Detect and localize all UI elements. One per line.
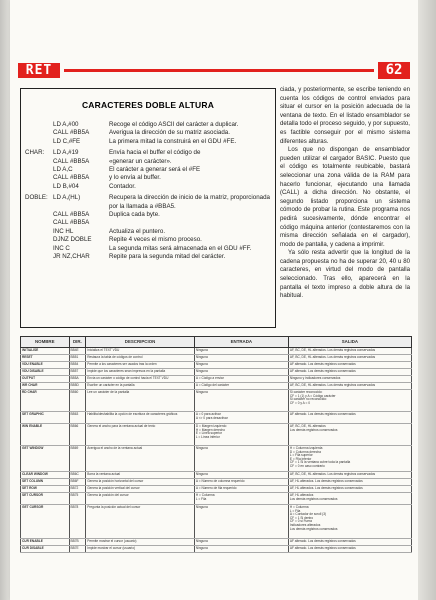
routine-description: Borra la ventana actual bbox=[86, 472, 195, 479]
next-page-edge bbox=[418, 0, 436, 600]
routine-output: AF alterado. Los demás registros conservados bbox=[288, 412, 411, 424]
code-line bbox=[25, 138, 273, 146]
routine-name: CLEAR WINDOW bbox=[21, 472, 70, 479]
routine-input: Ninguna bbox=[194, 355, 288, 362]
ret-logo: RET bbox=[18, 63, 60, 78]
routine-description: Envía un carácter o código de control hacia el TEXT VDU bbox=[86, 376, 195, 383]
code-comment: Averigua la dirección de su matriz asociada. bbox=[109, 129, 230, 137]
routine-description: Inicializa el TEXT VDU bbox=[86, 348, 195, 355]
routine-name: WR CHAR bbox=[21, 383, 70, 390]
paragraph: ciada, y posteriormente, se escribe teniendo en cuenta los códigos de control enviados para situar el cursor en la posición adecuada de la ventana de texto. En el listado ensamblador se detalla todo el proceso seguido, y por supuesto, es factible conseguir por el mismo sistema diferentes alturas. bbox=[280, 86, 410, 145]
code-instruction: LD A,#19 bbox=[53, 149, 79, 157]
routine-name: CUR ENABLE bbox=[21, 539, 70, 546]
article-text bbox=[280, 86, 410, 301]
code-comment: Recoge el código ASCII del carácter a duplicar. bbox=[109, 121, 239, 128]
table-row bbox=[21, 348, 412, 355]
routine-description: Genera la posición vertical del cursor bbox=[86, 486, 195, 493]
code-line bbox=[25, 183, 273, 191]
routine-input: H = Columna L = Fila bbox=[194, 493, 288, 505]
table-row bbox=[21, 412, 412, 424]
routine-output: Si carácter reconocido: CF = 1 (1) y A = Código carácter Si carácter no reconocido: CF = 0 y A = 0 bbox=[288, 390, 411, 412]
code-label: CHAR: bbox=[25, 149, 45, 157]
code-comment: Repite 4 veces el mismo proceso. bbox=[109, 236, 202, 244]
routine-description: Permite mostrar el cursor (usuario) bbox=[86, 539, 195, 546]
routine-output: AF alterado. Los demás registros conservados bbox=[288, 539, 411, 546]
routine-input: Ninguna bbox=[194, 539, 288, 546]
code-listing-box bbox=[20, 88, 276, 328]
code-line bbox=[25, 236, 273, 244]
table-row bbox=[21, 479, 412, 486]
col-descripcion: DESCRIPCION bbox=[86, 337, 195, 348]
routine-description: Genera la posición horizontal del cursor bbox=[86, 479, 195, 486]
code-line bbox=[25, 158, 273, 166]
routine-name: RESET bbox=[21, 355, 70, 362]
routine-description: Permite a los caracteres ser usados tras la orden bbox=[86, 362, 195, 369]
routine-output: AF alterado. Los demás registros conservados bbox=[288, 362, 411, 369]
code-comment bbox=[109, 219, 273, 227]
routine-description: Habilita/deshabilita la opción de escritura de caracteres gráficos bbox=[86, 412, 195, 424]
code-label bbox=[25, 129, 53, 137]
routine-name: GET CURSOR bbox=[21, 505, 70, 539]
routine-address: BB57 bbox=[69, 369, 86, 376]
code-comment: Actualiza el puntero. bbox=[109, 227, 166, 235]
code-line bbox=[25, 219, 273, 227]
code-comment: La segunda mitas será almacenada en el GDU #FF. bbox=[109, 244, 252, 252]
assembly-listing bbox=[25, 121, 273, 262]
routine-description: Averigua el ancho de la ventana actual bbox=[86, 446, 195, 472]
routine-description: Genera la posición del cursor bbox=[86, 493, 195, 505]
code-line bbox=[25, 245, 273, 253]
routine-description: Lee un carácter de la pantalla bbox=[86, 390, 195, 412]
routine-name: CUR DISABLE bbox=[21, 546, 70, 553]
code-label bbox=[25, 158, 53, 166]
code-line bbox=[25, 228, 273, 236]
table-row bbox=[21, 505, 412, 539]
routine-address: BB60 bbox=[69, 390, 86, 412]
routine-name: SET COLUMN bbox=[21, 479, 70, 486]
code-label bbox=[25, 138, 53, 146]
col-dir: DIR. bbox=[69, 337, 86, 348]
code-line bbox=[25, 174, 273, 182]
code-comment: Envía hacia el buffer el código de bbox=[109, 149, 201, 157]
page-number: 62 bbox=[378, 62, 410, 79]
code-line bbox=[25, 121, 273, 129]
page-header bbox=[18, 62, 410, 80]
routine-address: BB63 bbox=[69, 412, 86, 424]
code-label bbox=[25, 121, 53, 129]
code-line bbox=[25, 253, 273, 261]
code-label bbox=[25, 219, 53, 227]
routine-output: H = Columna izquierda D = Columna derecha L = Fila superior E = Fila inferior CF = 1 Si la ventana cubre toda la pantalla CF = 0 en caso contrario bbox=[288, 446, 411, 472]
routine-input: Ninguna bbox=[194, 390, 288, 412]
routine-output: AF, BC, DE, HL alterados. Los demás registros conservados bbox=[288, 383, 411, 390]
code-instruction: CALL #BB5A bbox=[53, 174, 90, 182]
code-line bbox=[25, 129, 273, 137]
table-row bbox=[21, 369, 412, 376]
code-comment: Duplica cada byte. bbox=[109, 211, 160, 219]
code-label bbox=[25, 253, 53, 261]
routine-output: AF, BC, DE, HL alterados. Los demás registros conservados bbox=[288, 472, 411, 479]
routine-output: AF, HL alterados. Los demás registros conservados bbox=[288, 479, 411, 486]
routine-address: BB7B bbox=[69, 539, 86, 546]
routine-address: BB5D bbox=[69, 383, 86, 390]
table-row bbox=[21, 493, 412, 505]
code-instruction: LD A,(HL) bbox=[53, 194, 81, 202]
routine-input: D = Margen izquierdo H = Margen derecho E = Línea superior L = Línea inferior bbox=[194, 424, 288, 446]
routine-name: SET ROW bbox=[21, 486, 70, 493]
routine-description: Escribe un carácter en la pantalla bbox=[86, 383, 195, 390]
code-label bbox=[25, 245, 53, 253]
table-row bbox=[21, 355, 412, 362]
code-label bbox=[25, 166, 53, 174]
routine-address: BB4E bbox=[69, 348, 86, 355]
routine-address: BB5A bbox=[69, 376, 86, 383]
code-line bbox=[25, 194, 273, 211]
code-label bbox=[25, 183, 53, 191]
code-comment: Repite para la segunda mitad del carácter. bbox=[109, 253, 226, 261]
code-instruction: CALL #BB5A bbox=[53, 211, 90, 219]
code-comment: Contador. bbox=[109, 182, 136, 190]
code-line bbox=[25, 211, 273, 219]
col-salida: SALIDA bbox=[288, 337, 411, 348]
code-instruction: CALL #BB5A bbox=[53, 129, 90, 137]
code-instruction: CALL #BB5A bbox=[53, 219, 90, 227]
code-line bbox=[25, 166, 273, 174]
routine-name: RD CHAR bbox=[21, 390, 70, 412]
routine-description: Restaura la tabla de códigos de control bbox=[86, 355, 195, 362]
code-instruction: INC HL bbox=[53, 227, 74, 235]
routine-address: BB6C bbox=[69, 472, 86, 479]
routine-output: Ninguno y indicadores conservados bbox=[288, 376, 411, 383]
routine-input: Ninguna bbox=[194, 546, 288, 553]
routine-output: H = Columna L = Fila A = Contador de scroll (3) CF = 1 Si dentro CF = 0 si Fuera Indicadores alterados Los demás registros conservados bbox=[288, 505, 411, 539]
routine-address: BB78 bbox=[69, 505, 86, 539]
code-instruction: CALL #BB5A bbox=[53, 157, 90, 165]
col-nombre: NOMBRE bbox=[21, 337, 70, 348]
table-row bbox=[21, 424, 412, 446]
routine-output: AF, HL alterados. Los demás registros conservados bbox=[288, 486, 411, 493]
code-comment: Recupera la dirección de inicio de la matriz, proporcionada por la llamada a #BBA5. bbox=[109, 194, 270, 210]
routine-name: GET WINDOW bbox=[21, 446, 70, 472]
paragraph: Ya sólo resta advertir que la longitud de la cadena propuesta no ha de superar 20, 40 u 80 caracteres, en virtud del modo de pantalla seleccionado. Tras ello, aparecerá en la pantalla el texto impreso a doble altura de la habitual. bbox=[280, 249, 410, 300]
code-instruction: JR NZ,CHAR bbox=[53, 253, 90, 261]
code-instruction: INC C bbox=[53, 244, 70, 252]
routine-input: Ninguna bbox=[194, 505, 288, 539]
routine-name: OUTPUT bbox=[21, 376, 70, 383]
header-rule bbox=[64, 69, 374, 72]
code-label bbox=[25, 228, 53, 236]
routine-output: AF, BC, DE, HL alterados Los demás registros conservados bbox=[288, 424, 411, 446]
code-label: DOBLE: bbox=[25, 194, 48, 202]
code-comment: El carácter a generar será el #FE bbox=[109, 166, 201, 174]
code-label bbox=[25, 236, 53, 244]
routine-output: AF alterado. Los demás registros conservados bbox=[288, 369, 411, 376]
code-instruction: LD A,#00 bbox=[53, 121, 79, 128]
routine-output: AF, HL alterados Los demás registros conservados bbox=[288, 493, 411, 505]
table-row bbox=[21, 362, 412, 369]
routine-input: Ninguna bbox=[194, 369, 288, 376]
table-row bbox=[21, 383, 412, 390]
routine-address: BB51 bbox=[69, 355, 86, 362]
routine-address: BB66 bbox=[69, 424, 86, 446]
listing-title: CARACTERES DOBLE ALTURA bbox=[81, 100, 215, 110]
code-comment: «generar un carácter». bbox=[109, 157, 172, 165]
code-instruction: LD C,#FE bbox=[53, 137, 81, 145]
routine-description: Genera el ancho para la ventana actual de texto bbox=[86, 424, 195, 446]
routine-name: VDU DISABLE bbox=[21, 369, 70, 376]
routine-address: BB72 bbox=[69, 486, 86, 493]
table-row bbox=[21, 376, 412, 383]
table-row bbox=[21, 390, 412, 412]
code-line bbox=[25, 149, 273, 157]
routine-name: INITIALISE bbox=[21, 348, 70, 355]
table-header-row bbox=[21, 337, 412, 348]
table-row bbox=[21, 472, 412, 479]
routine-address: BB75 bbox=[69, 493, 86, 505]
magazine-page bbox=[10, 0, 418, 600]
routine-description: Impide mostrar el cursor (usuario) bbox=[86, 546, 195, 553]
routine-input: A = Código a enviar bbox=[194, 376, 288, 383]
routine-input: Ninguna bbox=[194, 472, 288, 479]
routine-input: A = Número de fila requerido bbox=[194, 486, 288, 493]
routine-name: SET GRAPHIC bbox=[21, 412, 70, 424]
routine-input: Ninguna bbox=[194, 446, 288, 472]
code-comment: La primera mitad la construirá en el GDU #FE. bbox=[109, 137, 237, 145]
table-row bbox=[21, 486, 412, 493]
routine-name: VDU ENABLE bbox=[21, 362, 70, 369]
paragraph: Los que no dispongan de ensamblador pueden utilizar el cargador BASIC. Puesto que el código es totalmente reubicable, bastará seleccionar una zona válida de la RAM para hacerlo funcionar, ejecutando una llamada (CALL) a dicha dirección. No obstante, el segundo listado proporciona un sistema cómodo de probar la rutina. Este programa nos pedirá sucesivamente, dónde encontrar el código máquina anterior (contestaremos con la misma dirección señalada en el cargador), modo de pantalla, y cadena a imprimir. bbox=[280, 146, 410, 248]
page-edge-left bbox=[0, 0, 10, 600]
table-row bbox=[21, 446, 412, 472]
routine-input: A = 0 para activar A <> 0 para desactivar bbox=[194, 412, 288, 424]
routine-name: SET CURSOR bbox=[21, 493, 70, 505]
code-comment: y lo envía al buffer. bbox=[109, 174, 161, 182]
routine-input: Ninguna bbox=[194, 362, 288, 369]
routine-output: AF, BC, DE, HL alterados. Los demás registros conservados bbox=[288, 355, 411, 362]
table-row bbox=[21, 539, 412, 546]
code-instruction: LD A,C bbox=[53, 166, 73, 174]
routine-description: Pregunta la posición actual del cursor bbox=[86, 505, 195, 539]
code-instruction: DJNZ DOBLE bbox=[53, 236, 92, 244]
routine-description: Impide que los caracteres sean impresos en la pantalla bbox=[86, 369, 195, 376]
routine-input: Ninguna bbox=[194, 348, 288, 355]
table-row bbox=[21, 546, 412, 553]
col-entrada: ENTRADA bbox=[194, 337, 288, 348]
routine-address: BB6F bbox=[69, 479, 86, 486]
routine-output: AF, BC, DE, HL alterados. Los demás registros conservados bbox=[288, 348, 411, 355]
routine-name: WIN ENABLE bbox=[21, 424, 70, 446]
routine-output: AF alterado. Los demás registros conservados bbox=[288, 546, 411, 553]
routine-address: BB69 bbox=[69, 446, 86, 472]
routine-table bbox=[20, 336, 412, 553]
routine-address: BB54 bbox=[69, 362, 86, 369]
routine-address: BB7E bbox=[69, 546, 86, 553]
code-label bbox=[25, 174, 53, 182]
code-instruction: LD B,#04 bbox=[53, 182, 79, 190]
routine-input: A = Número de columna requerido bbox=[194, 479, 288, 486]
routine-input: A = Código del carácter bbox=[194, 383, 288, 390]
code-label bbox=[25, 211, 53, 219]
